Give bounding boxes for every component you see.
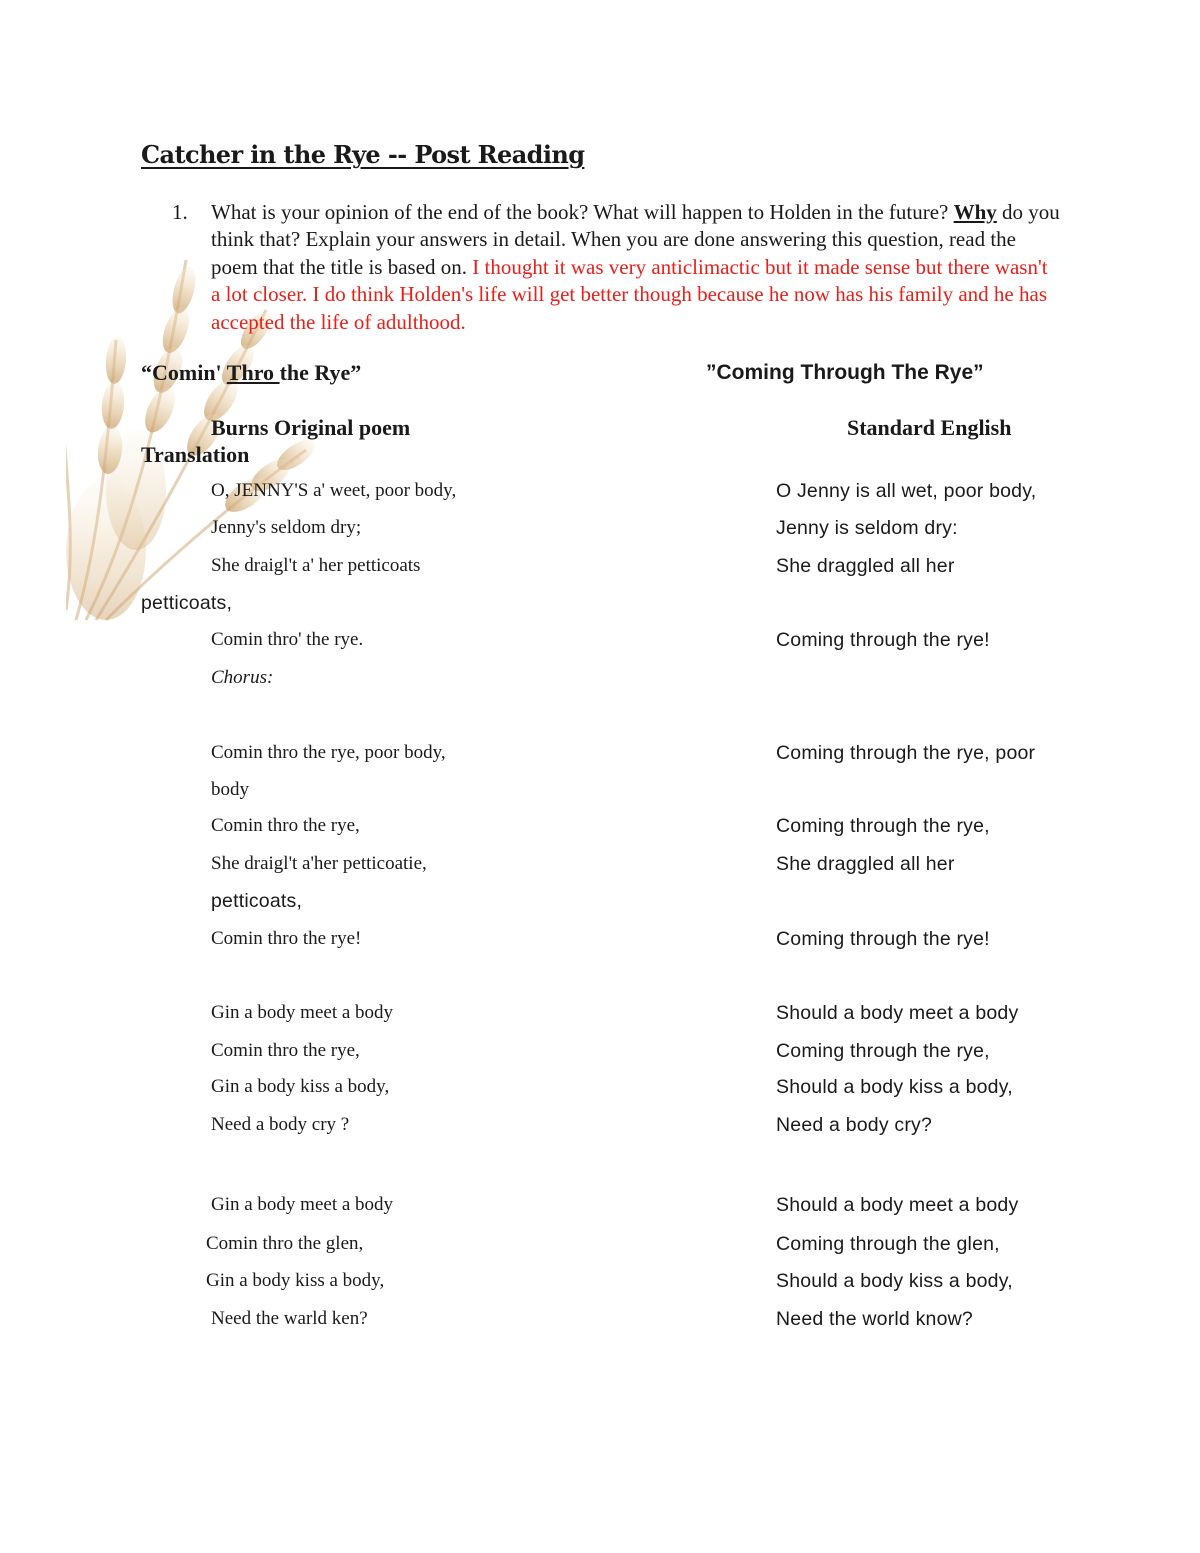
translation-line: Coming through the rye! <box>776 629 990 651</box>
student-answer: I thought it was very anticlimactic but it made sense but there wasn't a lot closer. I do think Holden's life will get better though because he now has his family and he has accepted the life of adulthood. <box>211 254 1048 334</box>
original-line: Need the warld ken? <box>211 1308 368 1329</box>
subtitle-translation-word: Translation <box>141 442 250 467</box>
poem-title-thro: Thro <box>226 360 280 385</box>
question-number: 1. <box>172 200 188 224</box>
wrapped-line: petticoats, <box>141 592 233 614</box>
original-line: Comin thro the rye, poor body, <box>211 742 446 763</box>
poem-title-open: “Comin' <box>141 360 227 385</box>
poem-title-close: the Rye” <box>279 360 362 385</box>
original-line: Gin a body kiss a body, <box>211 1076 390 1097</box>
chorus-label: Chorus: <box>211 667 274 688</box>
translation-line: Should a body meet a body <box>776 1194 1019 1216</box>
question-prompt-part2: do you think that? Explain your answers in detail. When you are done answering this question, read the poem that the title is based on. <box>211 200 1060 279</box>
why-emphasis: Why <box>953 200 997 224</box>
original-line: Comin thro' the rye. <box>211 629 364 650</box>
translation-line: She draggled all her <box>776 853 955 875</box>
translation-line: Should a body kiss a body, <box>776 1076 1013 1098</box>
original-line: Comin thro the rye! <box>211 928 362 949</box>
translation-line: Coming through the rye, <box>776 1040 990 1062</box>
original-line: Comin thro the rye, <box>211 815 360 836</box>
original-line: O, JENNY'S a' weet, poor body, <box>211 480 457 501</box>
original-line: Gin a body kiss a body, <box>206 1270 385 1291</box>
translation-line: Coming through the rye, poor <box>776 742 1036 764</box>
translation-line: O Jenny is all wet, poor body, <box>776 480 1037 502</box>
translation-line: Coming through the rye, <box>776 815 990 837</box>
original-line: She draigl't a' her petticoats <box>211 555 421 576</box>
original-line: Comin thro the glen, <box>206 1233 364 1254</box>
question-block <box>211 199 1061 336</box>
original-line: Jenny's seldom dry; <box>211 517 362 538</box>
translation-line: Coming through the glen, <box>776 1233 1000 1255</box>
original-line: Gin a body meet a body <box>211 1002 394 1023</box>
poem-title-original <box>141 360 361 386</box>
translation-line: Jenny is seldom dry: <box>776 517 958 539</box>
subtitle-original: Burns Original poem <box>211 415 411 440</box>
original-line: Comin thro the rye, <box>211 1040 360 1061</box>
translation-line: She draggled all her <box>776 555 955 577</box>
translation-line: Need a body cry? <box>776 1114 933 1136</box>
page-title: Catcher in the Rye -- Post Reading <box>141 140 585 169</box>
translation-line: Should a body meet a body <box>776 1002 1019 1024</box>
translation-line: Should a body kiss a body, <box>776 1270 1013 1292</box>
poem-title-translation: ”Coming Through The Rye” <box>706 361 984 384</box>
original-line: Need a body cry ? <box>211 1114 350 1135</box>
original-line: body <box>211 779 249 800</box>
wrapped-line: petticoats, <box>211 890 303 912</box>
subtitle-standard-english: Standard English <box>847 415 1012 440</box>
question-prompt-part1: What is your opinion of the end of the book? What will happen to Holden in the future? <box>211 200 949 224</box>
original-line: Gin a body meet a body <box>211 1194 394 1215</box>
original-line: She draigl't a'her petticoatie, <box>211 853 427 874</box>
translation-line: Need the world know? <box>776 1308 973 1330</box>
translation-line: Coming through the rye! <box>776 928 990 950</box>
